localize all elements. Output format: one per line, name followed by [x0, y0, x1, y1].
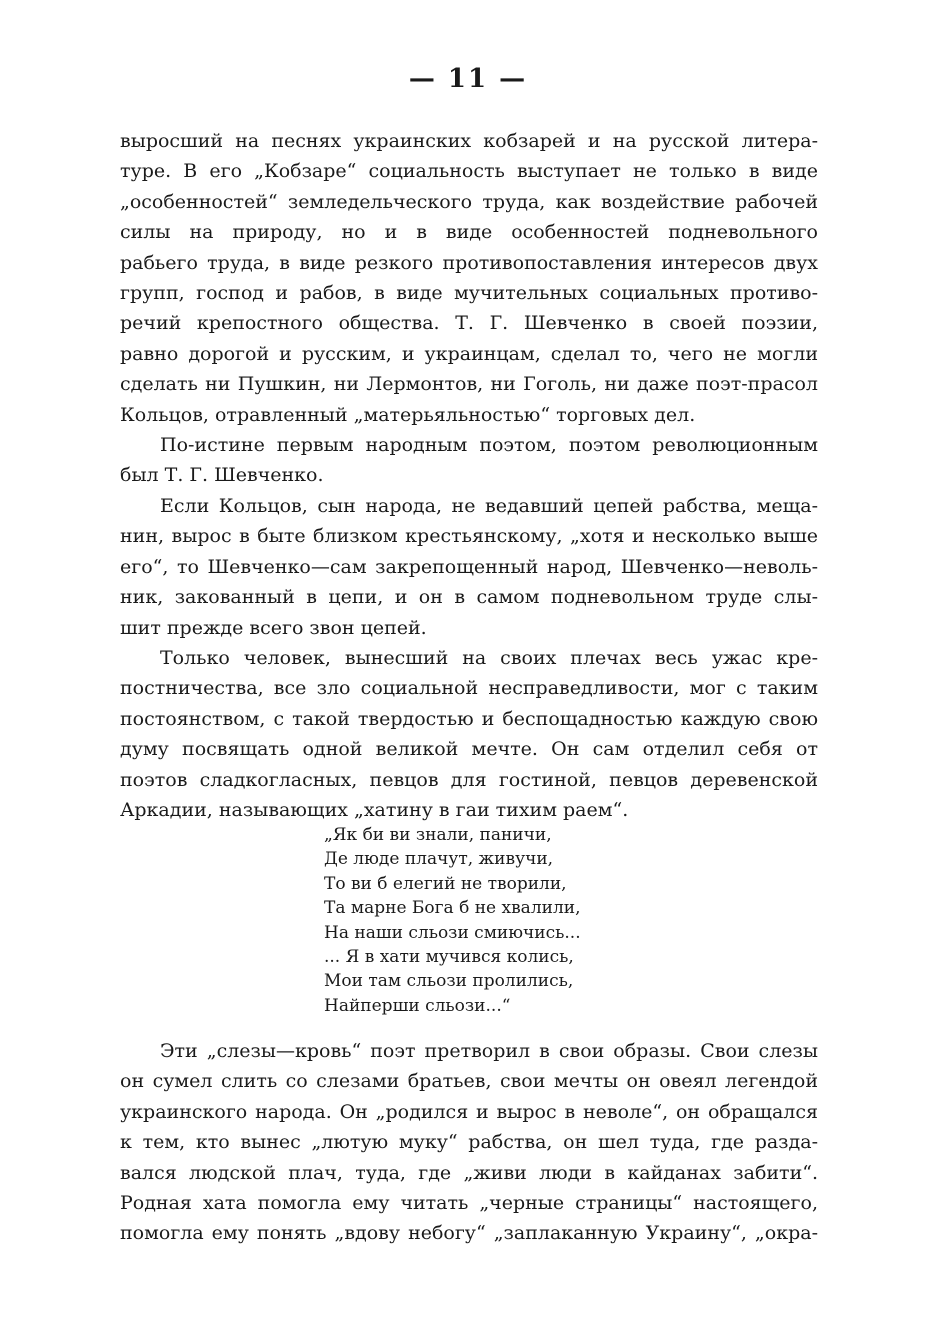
text-line: нин, вырос в быте близком крестьянскому, „хотя и несколько выше	[120, 525, 818, 548]
text-line: он сумел слить со слезами братьев, свои мечты он овеял легендой	[120, 1070, 818, 1093]
poem-line: ... Я в хати мучився колись,	[324, 947, 574, 968]
text-line: Эти „слезы—кровь“ поэт претворил в свои образы. Свои слезы	[160, 1040, 818, 1062]
poem-line: Де люде плачут, живучи,	[324, 849, 554, 870]
text-line: вался людской плач, туда, где „живи люди в кайданах забити“.	[120, 1161, 818, 1184]
text-line: Если Кольцов, сын народа, не ведавший цепей рабства, меща-	[160, 494, 818, 517]
text-line: Кольцов, отравленный „матерьяльностью“ торговых дел.	[120, 403, 696, 426]
text-line: шит прежде всего звон цепей.	[120, 616, 427, 639]
poem-line: Найперши сльози...“	[324, 995, 511, 1016]
text-line: равно дорогой и русским, и украинцам, сделал то, чего не могли	[120, 342, 818, 365]
text-line: Только человек, вынесший на своих плечах весь ужас кре-	[160, 646, 818, 669]
text-line: рабьего труда, в виде резкого противопоставления интересов двух	[120, 251, 818, 274]
text-line: его“, то Шевченко—сам закрепощенный народ, Шевченко—неволь-	[120, 555, 818, 578]
text-line: думу посвящать одной великой мечте. Он сам отделил себя от	[120, 738, 818, 761]
poem-line: На наши сльози смиючись...	[324, 922, 581, 943]
page-number: — 11 —	[408, 64, 528, 94]
text-line: был Т. Г. Шевченко.	[120, 464, 324, 487]
text-line: постничества, все зло социальной несправедливости, мог с таким	[120, 677, 818, 700]
text-line: выросший на песнях украинских кобзарей и на русской литера-	[120, 130, 818, 152]
text-line: сделать ни Пушкин, ни Лермонтов, ни Гоголь, ни даже поэт-прасол	[120, 373, 818, 396]
text-line: Родная хата помогла ему читать „черные страницы“ настоящего,	[120, 1192, 818, 1215]
text-line: ник, закованный в цепи, и он в самом подневольном труде слы-	[120, 586, 818, 609]
text-line: к тем, кто вынес „лютую муку“ рабства, он шел туда, где разда-	[120, 1131, 818, 1154]
text-line: „особенностей“ земледельческого труда, как воздействие рабочей	[120, 190, 818, 213]
text-line: постоянством, с такой твердостью и беспощадностью каждую свою	[120, 707, 818, 730]
text-line: помогла ему понять „вдову небогу“ „заплаканную Украину“, „окра-	[120, 1222, 818, 1245]
poem-line: То ви б елегий не творили,	[324, 873, 567, 894]
text-line: силы на природу, но и в виде особенностей подневольного	[120, 221, 818, 244]
text-block-main	[120, 126, 818, 825]
poem-line: „Як би ви знали, паничи,	[324, 825, 552, 845]
text-block-continuation	[120, 1036, 818, 1249]
text-line: поэтов сладкогласных, певцов для гостиной, певцов деревенской	[120, 768, 818, 791]
poem-quote	[324, 823, 581, 1018]
poem-line: Та марне Бога б не хвалили,	[324, 898, 581, 919]
text-line: По-истине первым народным поэтом, поэтом революционным	[160, 434, 818, 457]
text-line: Аркадии, называющих „хатину в гаи тихим раем“.	[120, 798, 629, 821]
text-line: украинского народа. Он „родился и вырос в неволе“, он обращался	[120, 1100, 818, 1123]
poem-line: Мои там сльози пролились,	[324, 971, 574, 992]
text-line: речий крепостного общества. Т. Г. Шевченко в своей поэзии,	[120, 312, 818, 335]
text-line: групп, господ и рабов, в виде мучительных социальных противо-	[120, 282, 818, 305]
text-line: туре. В его „Кобзаре“ социальность выступает не только в виде	[120, 160, 818, 183]
